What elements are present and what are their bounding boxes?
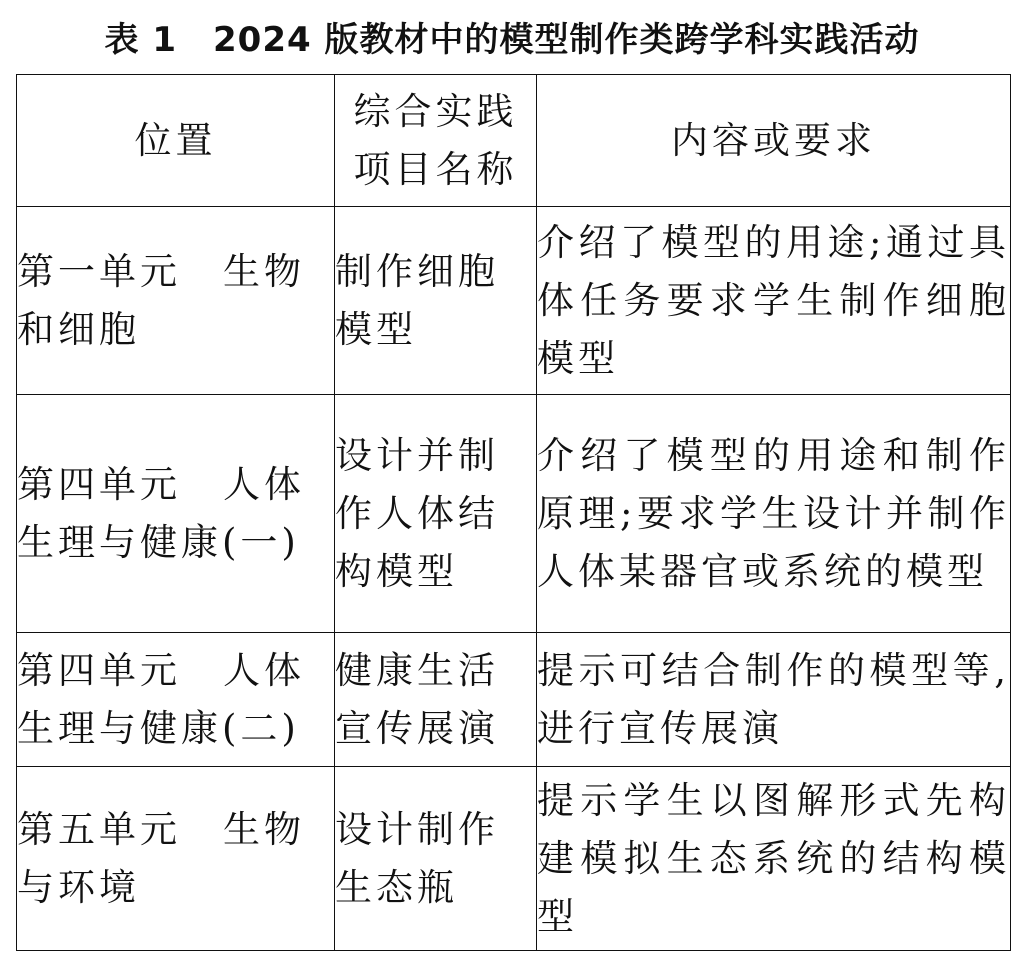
position-topic: 人体生理与健康(一) (17, 462, 305, 564)
content-text: 介绍了模型的用途和制作原理;要求学生设计并制作人体某器官或系统的模型 (537, 433, 1010, 593)
table-row (17, 395, 1011, 633)
cell-position (17, 633, 335, 767)
project-name: 设计制作生态瓶 (335, 807, 499, 909)
position-unit: 第四单元 (17, 648, 181, 692)
table-row (17, 767, 1011, 951)
position-topic: 生物和细胞 (17, 249, 305, 351)
position-unit: 第五单元 (17, 807, 181, 851)
cell-content (537, 633, 1011, 767)
cell-position (17, 207, 335, 395)
cell-content (537, 767, 1011, 951)
header-position-label: 位置 (134, 118, 217, 162)
table-title: 2024 版教材中的模型制作类跨学科实践活动 (213, 19, 920, 60)
project-name: 制作细胞模型 (335, 249, 499, 351)
header-content-label: 内容或要求 (671, 118, 876, 162)
cell-position (17, 767, 335, 951)
cell-project-name (335, 633, 537, 767)
header-project-name (335, 75, 537, 207)
header-content (537, 75, 1011, 207)
header-project-name-line1: 综合实践 (353, 89, 518, 133)
cell-project-name (335, 395, 537, 633)
content-text: 提示学生以图解形式先构建模拟生态系统的结构模型 (537, 778, 1010, 938)
cell-content (537, 207, 1011, 395)
activities-table (16, 74, 1011, 951)
cell-content (537, 395, 1011, 633)
position-topic: 人体生理与健康(二) (17, 648, 305, 750)
cell-project-name (335, 207, 537, 395)
header-project-name-line2: 项目名称 (353, 147, 518, 191)
table-row (17, 633, 1011, 767)
cell-project-name (335, 767, 537, 951)
content-text: 提示可结合制作的模型等,进行宣传展演 (537, 648, 1010, 750)
project-name: 设计并制作人体结构模型 (335, 433, 499, 593)
header-position (17, 75, 335, 207)
table-caption (0, 10, 1024, 62)
project-name: 健康生活宣传展演 (335, 648, 499, 750)
position-unit: 第四单元 (17, 462, 181, 506)
cell-position (17, 395, 335, 633)
table-number: 表 1 (104, 19, 178, 60)
position-topic: 生物与环境 (17, 807, 305, 909)
table-row (17, 207, 1011, 395)
position-unit: 第一单元 (17, 249, 181, 293)
table-header-row (17, 75, 1011, 207)
content-text: 介绍了模型的用途;通过具体任务要求学生制作细胞模型 (537, 220, 1010, 380)
